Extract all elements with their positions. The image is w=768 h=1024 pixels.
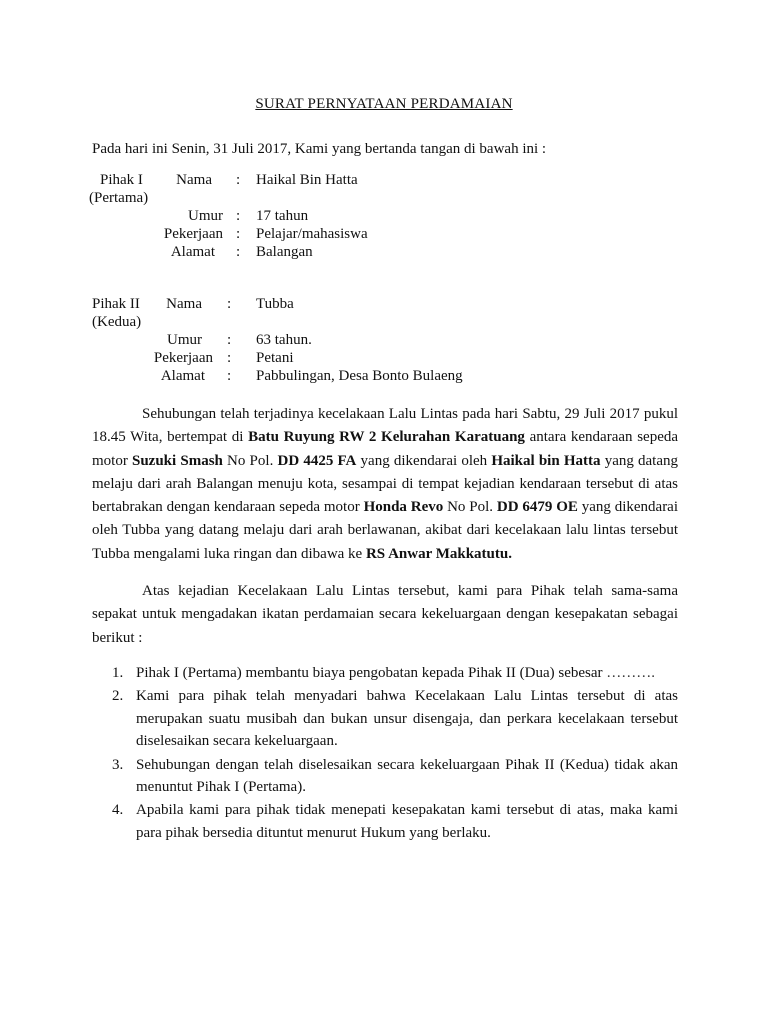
location-text: Batu Ruyung RW 2 Kelurahan Karatuang [248, 429, 525, 446]
party-1-sublabel: (Pertama) [89, 190, 149, 206]
colon: : [227, 350, 232, 366]
list-item [92, 662, 678, 684]
party-1-age-label: Umur [188, 208, 223, 224]
party-1-name-label: Nama [176, 172, 212, 188]
list-number: 4. [112, 802, 124, 819]
party-2-job-value: Petani [256, 350, 294, 366]
list-item [92, 799, 678, 844]
intro-text: Pada hari ini Senin, 31 Juli 2017, Kami yang bertanda tangan di bawah ini : [92, 141, 547, 157]
party-2-address-value: Pabbulingan, Desa Bonto Bulaeng [256, 368, 463, 384]
text-run: antara kendaraan sepeda motor [92, 429, 679, 469]
list-number: 1. [112, 665, 124, 681]
party-2-address-label: Alamat [160, 368, 205, 384]
party-1-age-value: 17 tahun [256, 208, 309, 224]
incident-paragraph [92, 403, 678, 566]
agreement-paragraph: Atas kejadian Kecelakaan Lalu Lintas tersebut, kami para Pihak telah sama-sama sepakat untuk mengadakan ikatan perdamaian secara kekeluargaan dengan kesepakatan sebagai berikut : [92, 583, 678, 646]
colon: : [236, 208, 241, 224]
text-run: No Pol. [443, 499, 497, 516]
colon: : [236, 244, 241, 260]
agreement-list [92, 662, 678, 845]
party-1-address-label: Alamat [170, 244, 215, 260]
party-2-name-label: Nama [166, 296, 202, 312]
party-1-job-value: Pelajar/mahasiswa [256, 226, 368, 242]
text-run: yang datang melaju dari arah Balangan menuju kota, sesampai di tempat kejadian kendaraan tersebut di atas bertabrakan dengan kendaraan sepeda motor [92, 452, 679, 516]
text-run: yang dikendarai oleh [356, 452, 492, 469]
party-1-label: Pihak I [100, 172, 143, 188]
text-run: yang dikendarai oleh Tubba yang datang melaju dari arah berlawanan, akibat dari kecelakaan lalu lintas tersebut Tubba mengalami luka ringan dan dibawa ke [92, 499, 679, 562]
text-run: Sehubungan telah terjadinya kecelakaan Lalu Lintas pada hari Sabtu, 29 Juli 2017 pukul 18.45 Wita, bertempat di [92, 406, 678, 446]
party-2-name-value: Tubba [256, 296, 294, 312]
party-2-age-value: 63 tahun. [256, 332, 312, 348]
list-text: Pihak I (Pertama) membantu biaya pengobatan kepada Pihak II (Dua) sebesar [136, 665, 607, 681]
list-item [92, 685, 678, 752]
colon: : [227, 332, 232, 348]
list-text: Kami para pihak telah menyadari bahwa Kecelakaan Lalu Lintas tersebut di atas merupakan suatu musibah dan bukan unsur disengaja, dan perkara kecelakaan tersebut diselesaikan secara kekeluargaan. [136, 688, 678, 750]
colon: : [236, 172, 241, 188]
vehicle-2-plate: DD 6479 OE [496, 499, 578, 516]
party-2-age-label: Umur [167, 332, 202, 348]
list-item [92, 754, 678, 799]
party-2-sublabel: (Kedua) [92, 314, 142, 330]
colon: : [236, 226, 241, 242]
colon: : [227, 296, 232, 312]
document-title: SURAT PERNYATAAN PERDAMAIAN [255, 96, 513, 112]
hospital-name: RS Anwar Makkatutu. [365, 545, 512, 562]
party-1-address-value: Balangan [256, 244, 313, 260]
text-run: No Pol. [222, 452, 278, 469]
vehicle-1-plate: DD 4425 FA [277, 452, 357, 469]
party-2-label: Pihak II [92, 296, 140, 312]
vehicle-2-model: Honda Revo [363, 499, 444, 516]
blank-amount: ………. [606, 665, 655, 681]
list-number: 3. [112, 756, 124, 773]
list-number: 2. [112, 688, 124, 705]
party-2-job-label: Pekerjaan [153, 350, 213, 366]
vehicle-1-model: Suzuki Smash [132, 452, 223, 469]
driver-1-name: Haikal bin Hatta [491, 452, 601, 469]
colon: : [227, 368, 232, 384]
party-1-job-label: Pekerjaan [163, 226, 223, 242]
list-text: Apabila kami para pihak tidak menepati kesepakatan kami tersebut di atas, maka kami para pihak bersedia dituntut menurut Hukum yang berlaku. [136, 802, 678, 841]
list-text: Sehubungan dengan telah diselesaikan secara kekeluargaan Pihak II (Kedua) tidak akan menuntut Pihak I (Pertama). [136, 756, 678, 796]
party-1-name-value: Haikal Bin Hatta [256, 172, 358, 188]
